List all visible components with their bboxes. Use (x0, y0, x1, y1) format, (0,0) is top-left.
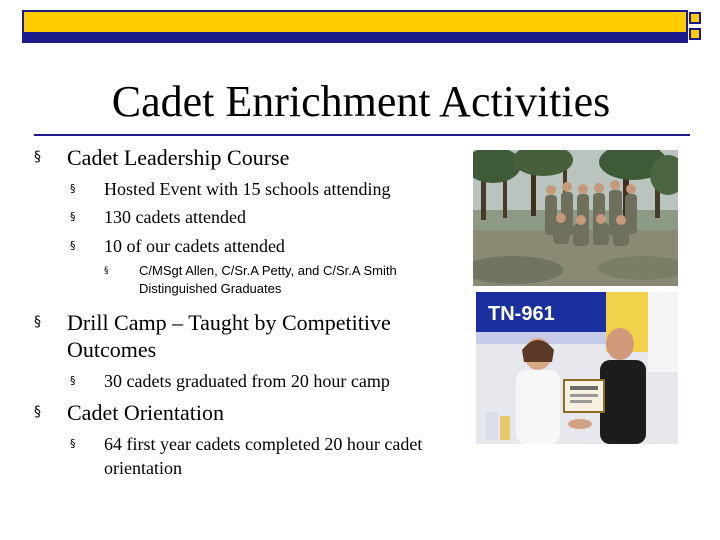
sub-bullet (70, 205, 450, 229)
title-divider (34, 134, 690, 136)
sub-bullet-text: Hosted Event with 15 schools attending (104, 179, 391, 199)
bullet-marker: § (34, 149, 41, 165)
bullet-text: Cadet Orientation (67, 400, 225, 425)
bullet-cadet-orientation (34, 399, 454, 426)
bullet-marker: § (70, 374, 76, 387)
sub-sub-bullet-text: C/MSgt Allen, C/Sr.A Petty, and C/Sr.A Smith Distinguished Graduates (139, 263, 397, 296)
bullet-marker: § (70, 210, 76, 223)
sub-sub-bullet (104, 262, 454, 300)
sub-bullet-text: 10 of our cadets attended (104, 236, 285, 256)
bullet-marker: § (70, 182, 76, 195)
bullet-cadet-leadership (34, 144, 454, 171)
sub-bullet (70, 369, 450, 393)
bullet-marker: § (70, 239, 76, 252)
bullet-marker: § (70, 437, 76, 450)
header-navy-band (22, 34, 688, 43)
certificate-photo-image (476, 292, 678, 444)
banner-sign-text: TN-961 (488, 303, 555, 325)
bullet-marker: § (34, 404, 41, 420)
slide-title: Cadet Enrichment Activities (111, 77, 611, 126)
photo-leadership-course (473, 150, 678, 286)
bullet-text: Drill Camp – Taught by Competitive Outcomes (67, 310, 391, 362)
sub-bullet (70, 177, 450, 201)
bullet-marker: § (34, 314, 41, 330)
sub-bullet-text: 64 first year cadets completed 20 hour cadet orientation (104, 434, 423, 478)
sub-bullet (70, 432, 462, 482)
corner-square (689, 28, 701, 40)
corner-square (689, 12, 701, 24)
sub-bullet-text: 130 cadets attended (104, 207, 246, 227)
sub-bullet (70, 234, 450, 258)
bullet-drill-camp (34, 309, 454, 365)
header-yellow-band (22, 10, 688, 34)
bullet-text: Cadet Leadership Course (67, 145, 290, 170)
bullet-marker: § (104, 266, 109, 276)
sub-bullet-text: 30 cadets graduated from 20 hour camp (104, 371, 390, 391)
photo-certificate-presentation (476, 292, 678, 444)
group-photo-image (473, 150, 678, 286)
header-decoration (22, 10, 688, 42)
